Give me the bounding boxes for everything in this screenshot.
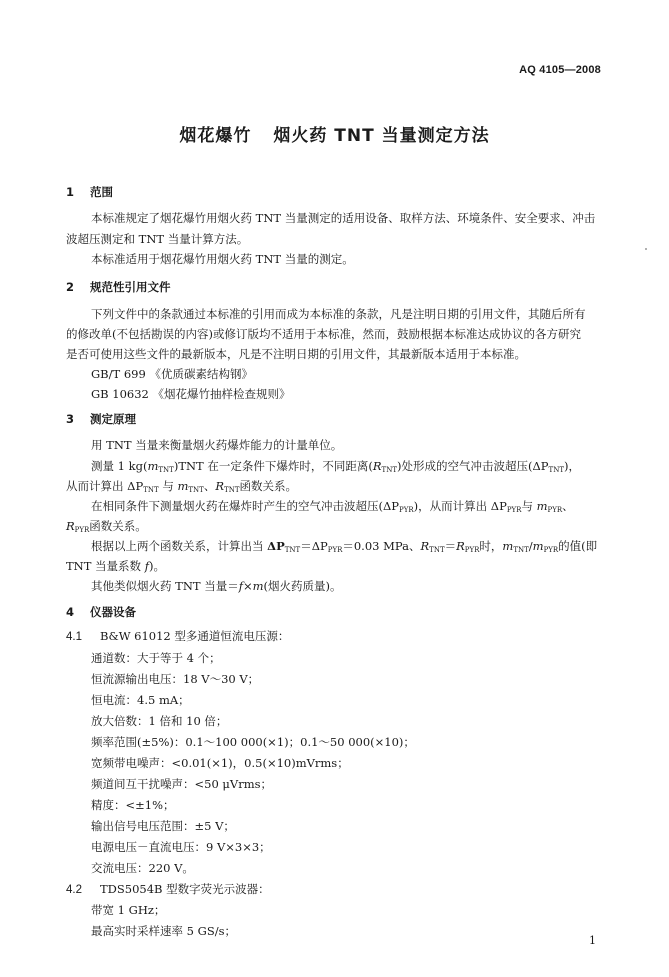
spec-item: 宽频带电噪声：<0.01(×1)，0.5(×10)mVrms； — [91, 756, 349, 770]
subsection-4-1-title: 4.1 B&W 61012 型多通道恒流电压源： — [66, 629, 290, 643]
section-3-heading: 3 测定原理 — [66, 412, 136, 426]
spec-item: 频道间互干扰噪声：<50 μVrms； — [91, 777, 273, 791]
paragraph-line: 本标准规定了烟花爆竹用烟火药 TNT 当量测定的适用设备、取样方法、环境条件、安全要求、冲击 — [91, 211, 596, 225]
paragraph-line: $R_{PYR}$函数关系。 — [66, 519, 147, 534]
scan-dot — [645, 248, 647, 250]
reference-item: GB/T 699 《优质碳素结构钢》 — [91, 367, 253, 381]
spec-item: 最高实时采样速率 5 GS/s； — [91, 924, 236, 938]
spec-item: 恒流源输出电压：18 V～30 V； — [91, 672, 260, 686]
paragraph-line: 测量 1 $kg(m_{TNT})TNT$ 在一定条件下爆炸时，不同距离$(R_{TNT})$处形成的空气冲击波超压$(\Delta P_{TNT})$， — [91, 459, 580, 474]
paragraph-line: 从而计算出 $\Delta P_{TNT}$ 与 $m_{TNT}$、$R_{TNT}$函数关系。 — [66, 479, 297, 494]
title-part-1: 烟花爆竹 — [179, 126, 252, 146]
paragraph-line: 的修改单(不包括勘误的内容)或修订版均不适用于本标准，然而，鼓励根据本标准达成协议的各方研究 — [66, 327, 581, 341]
section-1-heading: 1 范围 — [66, 185, 113, 199]
spec-item: 带宽 1 GHz； — [91, 903, 166, 917]
standard-code: AQ 4105—2008 — [519, 64, 601, 76]
section-2-heading: 2 规范性引用文件 — [66, 280, 171, 294]
spec-item: 恒电流：4.5 mA； — [91, 693, 190, 707]
spec-item: 精度：<±1%； — [91, 798, 175, 812]
paragraph-line: 本标准适用于烟花爆竹用烟火药 TNT 当量的测定。 — [91, 252, 354, 266]
page-title — [0, 121, 669, 146]
paragraph-line: 根据以上两个函数关系，计算出当 $\Delta P_{TNT}=\Delta P_{PYR}=0.03$ MPa、$R_{TNT}=R_{PYR}$时，$m_{TNT}/m_{PYR}$的值(即 — [91, 539, 598, 554]
reference-item: GB 10632 《烟花爆竹抽样检查规则》 — [91, 387, 291, 401]
subsection-4-2-title: 4.2 TDS5054B 型数字荧光示波器： — [66, 882, 270, 896]
title-part-2: 烟火药 TNT 当量测定方法 — [273, 126, 490, 146]
paragraph-line: 其他类似烟火药 TNT 当量＝f×m(烟火药质量)。 — [91, 579, 342, 593]
spec-item: 频率范围(±5%)：0.1～100 000(×1)；0.1～50 000(×10)； — [91, 735, 415, 749]
spec-item: 通道数：大于等于 4 个； — [91, 651, 221, 665]
paragraph-line: 在相同条件下测量烟火药在爆炸时产生的空气冲击波超压$(\Delta P_{PYR})$，从而计算出 $\Delta P_{PYR}$与 $m_{PYR}$、 — [91, 499, 574, 514]
paragraph-line: 用 TNT 当量来衡量烟火药爆炸能力的计量单位。 — [91, 438, 343, 452]
paragraph-line: 下列文件中的条款通过本标准的引用而成为本标准的条款，凡是注明日期的引用文件，其随后所有 — [91, 307, 586, 321]
spec-item: 放大倍数：1 倍和 10 倍； — [91, 714, 228, 728]
spec-item: 电源电压－直流电压：9 V×3×3； — [91, 840, 271, 854]
section-4-heading: 4 仪器设备 — [66, 605, 136, 619]
paragraph-line: 是否可使用这些文件的最新版本，凡是不注明日期的引用文件，其最新版本适用于本标准。 — [66, 347, 526, 361]
paragraph-line: 波超压测定和 TNT 当量计算方法。 — [66, 232, 249, 246]
spec-item: 交流电压：220 V。 — [91, 861, 194, 875]
paragraph-line: TNT 当量系数 f)。 — [66, 559, 165, 573]
page-number: 1 — [589, 934, 596, 947]
spec-item: 输出信号电压范围：±5 V； — [91, 819, 235, 833]
